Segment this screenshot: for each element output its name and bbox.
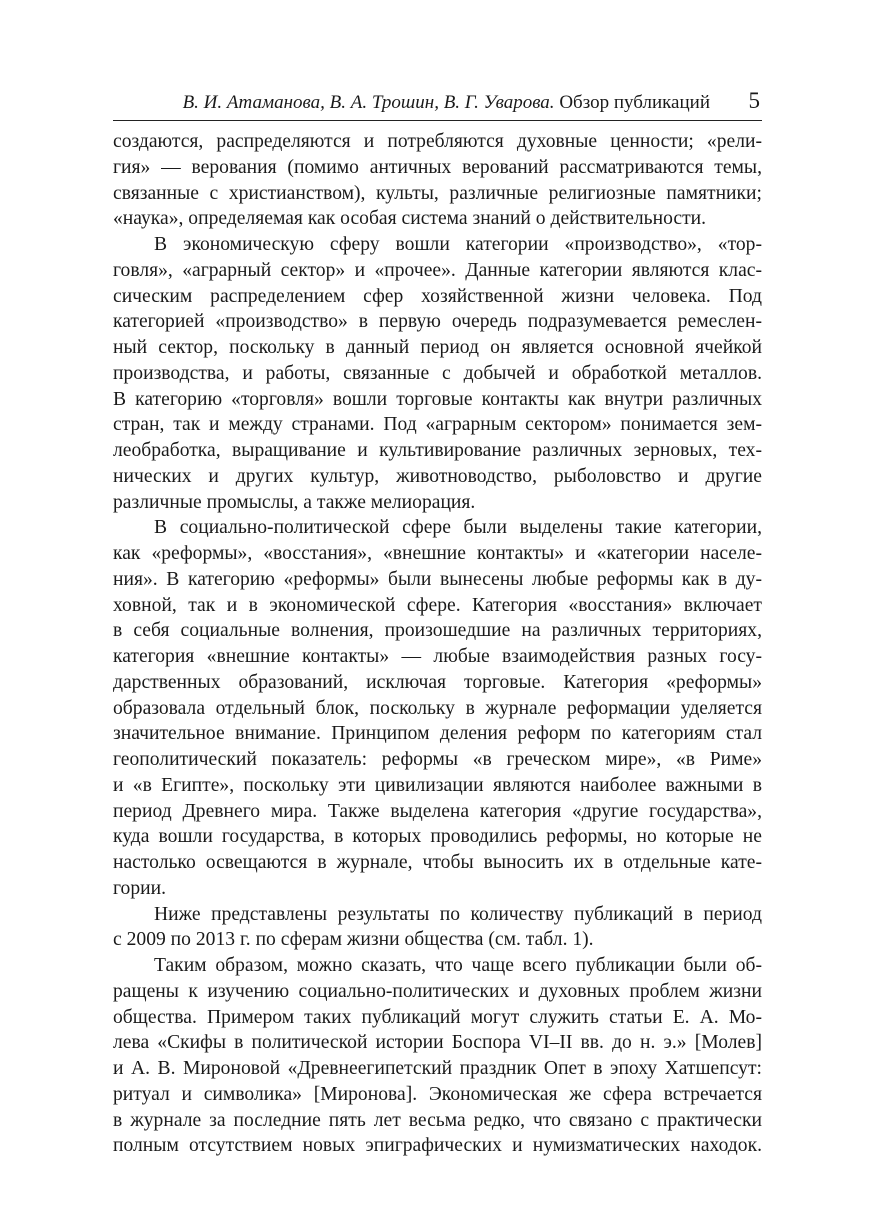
text-line: Ниже представлены результаты по количеству публикаций в период [154, 903, 762, 925]
text-line: В экономическую сферу вошли категории «производство», «тор- [154, 234, 762, 255]
text-line: производства, и работы, связанные с добычей и обработкой металлов. [113, 362, 762, 384]
text-line: общества. Примером таких публикаций могут служить статьи Е. А. Мо- [113, 1006, 762, 1028]
text-line: в журнале за последние пять лет весьма редко, что связано с практически [113, 1109, 762, 1131]
text-line: гории. [113, 877, 167, 899]
text-line: дарственных образований, исключая торговые. Категория «реформы» [113, 671, 762, 693]
text-line: в себя социальные волнения, произошедшие на различных территориях, [113, 620, 762, 642]
text-line: связанные с христианством), культы, различные религиозные памятники; [113, 182, 762, 204]
text-line: период Древнего мира. Также выделена категория «другие государства», [113, 800, 762, 822]
text-line: создаются, распределяются и потребляются духовные ценности; «рели- [113, 131, 762, 152]
text-line: и «в Египте», поскольку эти цивилизации являются наиболее важными в [113, 774, 762, 796]
running-header [113, 86, 762, 121]
text-line: категорией «производство» в первую очередь подразумевается ремеслен- [113, 311, 762, 333]
text-line: ращены к изучению социально-политических и духовных проблем жизни [113, 980, 762, 1002]
text-line: куда вошли государства, в которых проводились реформы, но которые не [113, 826, 762, 848]
text-line: ния». В категорию «реформы» были вынесены любые реформы как в ду- [113, 568, 762, 590]
text-line: и А. В. Мироновой «Древнеегипетский праздник Опет в эпоху Хатшепсут: [113, 1058, 762, 1079]
text-line: «наука», определяемая как особая система знаний о действительности. [113, 208, 707, 230]
text-line: стран, так и между странами. Под «аграрным сектором» понимается зем- [113, 414, 762, 436]
text-line: леобработка, выращивание и культивирование различных зерновых, тех- [113, 440, 762, 461]
text-line: как «реформы», «восстания», «внешние контакты» и «категории населе- [113, 543, 762, 564]
text-line: настолько освещаются в журнале, чтобы выносить их в отдельные кате- [113, 852, 762, 873]
text-line: гия» — верования (помимо античных верований рассматриваются темы, [113, 156, 762, 178]
body-text [113, 129, 762, 1159]
text-line: лева «Скифы в политической истории Боспора VI–II вв. до н. э.» [Молев] [113, 1032, 762, 1054]
text-line: говля», «аграрный сектор» и «прочее». Данные категории являются клас- [113, 259, 762, 281]
text-line: Таким образом, можно сказать, что чаще всего публикации были об- [154, 955, 762, 976]
text-line: полным отсутствием новых эпиграфических и нумизматических находок. [113, 1135, 762, 1157]
text-line: геополитический показатель: реформы «в греческом мире», «в Риме» [113, 749, 762, 770]
text-line: сическим распределением сфер хозяйственной жизни человека. Под [113, 285, 762, 307]
running-title [183, 92, 710, 114]
text-line: В категорию «торговля» вошли торговые контакты как внутри различных [113, 388, 762, 410]
text-line: с 2009 по 2013 г. по сферам жизни общества (см. табл. 1). [113, 929, 594, 951]
text-line: значительное внимание. Принципом деления реформ по категориям стал [113, 723, 762, 745]
text-line: нических и других культур, животноводство, рыболовство и другие [113, 465, 762, 487]
header-title: Обзор публикаций [554, 92, 710, 113]
text-line: категория «внешние контакты» — любые взаимодействия разных госу- [113, 646, 762, 667]
text-line: В социально-политической сфере были выделены такие категории, [154, 517, 762, 539]
text-line: ритуал и символика» [Миронова]. Экономическая же сфера встречается [113, 1083, 762, 1105]
text-line: ный сектор, поскольку в данный период он является основной ячейкой [113, 337, 762, 358]
text-line: ховной, так и в экономической сфере. Категория «восстания» включает [113, 594, 762, 616]
header-authors: В. И. Атаманова, В. А. Трошин, В. Г. Уварова. [182, 92, 555, 113]
text-line: образовала отдельный блок, поскольку в журнале реформации уделяется [113, 697, 762, 719]
page-number: 5 [748, 88, 760, 113]
text-line: различные промыслы, а также мелиорация. [113, 491, 476, 513]
